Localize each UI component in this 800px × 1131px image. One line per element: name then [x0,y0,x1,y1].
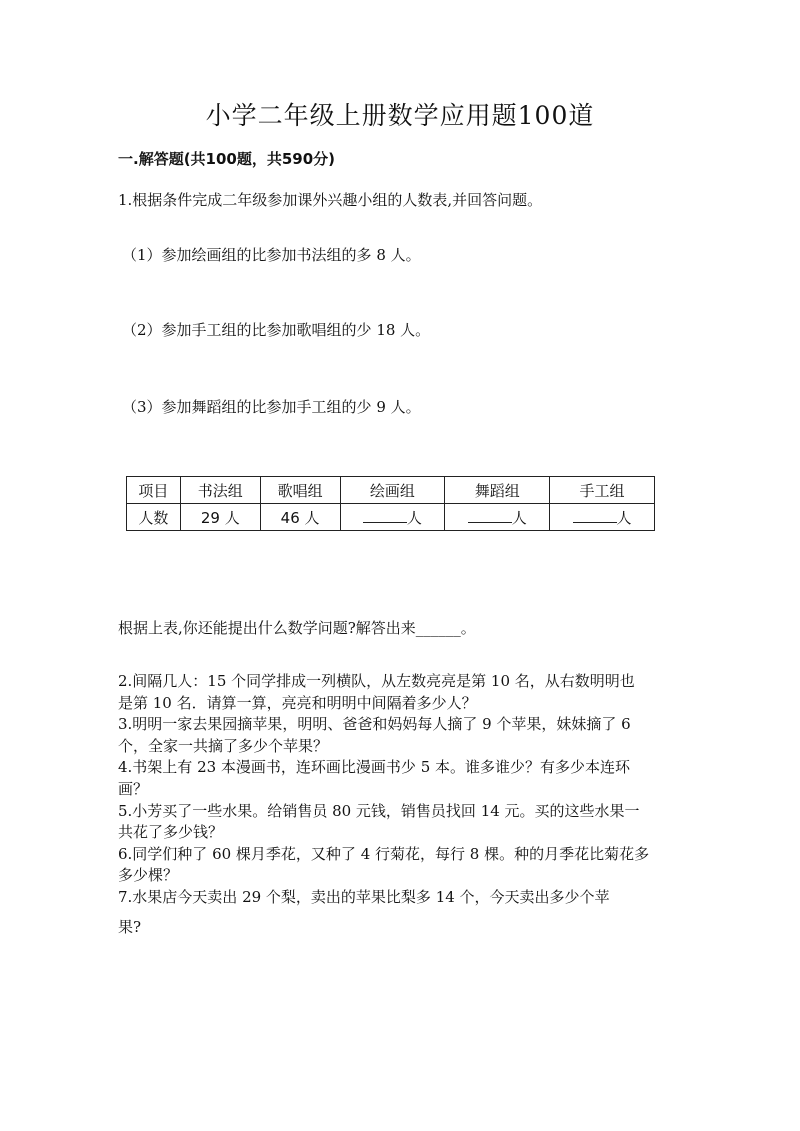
answer-blank[interactable] [573,508,617,523]
table-header-cell: 手工组 [550,477,655,504]
singing-count: 46 人 [260,504,340,531]
problem-line: 6.同学们种了 60 棵月季花，又种了 4 行菊花，每行 8 棵。种的月季花比菊花多 [118,844,650,863]
problem-line: 是第 10 名．请算一算，亮亮和明明中间隔着多少人？ [118,693,477,712]
table-header-cell: 书法组 [180,477,260,504]
problem-1-question: 根据上表,你还能提出什么数学问题?解答出来______。 [118,619,476,637]
section-heading: 一.解答题(共100题，共590分) [118,150,336,168]
answer-blank[interactable] [363,508,407,523]
problem-line: 2.间隔几人：15 个同学排成一列横队，从左数亮亮是第 10 名，从右数明明也 [118,672,635,690]
unit-label: 人 [406,508,422,527]
problem-list [118,671,649,909]
table-row [127,504,655,531]
handcraft-count-blank[interactable] [550,504,655,531]
table-header-cell: 舞蹈组 [445,477,550,504]
problem-1-intro: 1.根据条件完成二年级参加课外兴趣小组的人数表,并回答问题。 [118,191,543,209]
problem-line: 5.小芳买了一些水果。给销售员 80 元钱，销售员找回 14 元。买的这些水果一 [118,801,640,820]
condition-1: （1）参加绘画组的比参加书法组的多 8 人。 [122,246,421,264]
problem-line: 个，全家一共摘了多少个苹果？ [118,736,329,755]
condition-3: （3）参加舞蹈组的比参加手工组的少 9 人。 [122,398,421,416]
calligraphy-count: 29 人 [180,504,260,531]
table-header-cell: 项目 [127,477,181,504]
table-header-row [127,477,655,504]
problem-line: 7.水果店今天卖出 29 个梨，卖出的苹果比梨多 14 个，今天卖出多少个苹 [118,887,610,906]
problem-line: 3.明明一家去果园摘苹果，明明、爸爸和妈妈每人摘了 9 个苹果，妹妹摘了 6 [118,715,631,734]
table-header-cell: 绘画组 [340,477,445,504]
interest-group-table [126,476,655,531]
dance-count-blank[interactable] [445,504,550,531]
problem-line: 共花了多少钱？ [118,823,224,842]
unit-label: 人 [616,508,632,527]
unit-label: 人 [511,508,527,527]
condition-2: （2）参加手工组的比参加歌唱组的少 18 人。 [122,321,431,339]
row-label: 人数 [127,504,181,531]
painting-count-blank[interactable] [340,504,445,531]
answer-blank[interactable] [468,508,512,523]
problem-line: 多少棵？ [118,866,179,885]
problem-line: 画？ [118,779,149,798]
problem-7-end: 果? [118,918,142,936]
problem-line: 4.书架上有 23 本漫画书，连环画比漫画书少 5 本。谁多谁少？有多少本连环 [118,758,631,777]
page-title: 小学二年级上册数学应用题100道 [205,101,595,130]
table-header-cell: 歌唱组 [260,477,340,504]
